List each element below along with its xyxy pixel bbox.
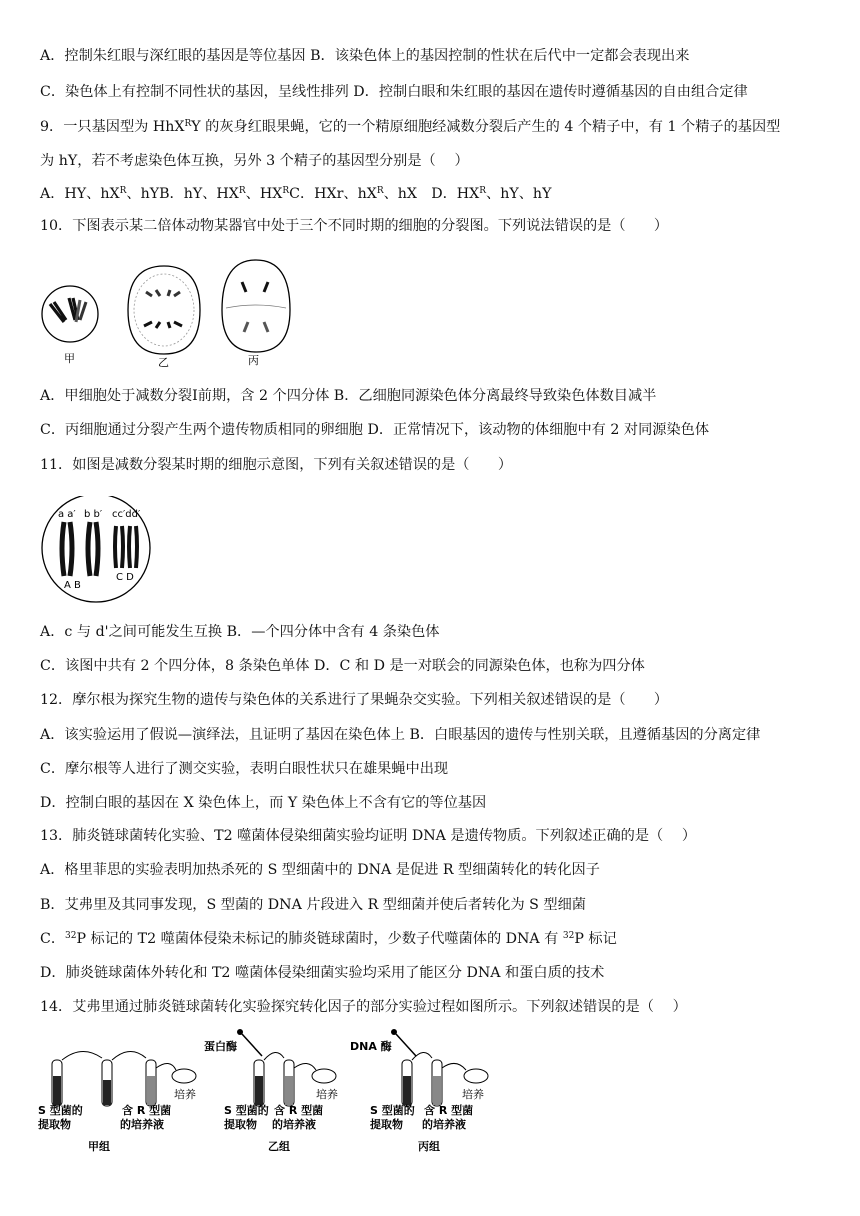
medium-label-2: 的培养液 [120, 1118, 164, 1131]
q10-stem: 10．下图表示某二倍体动物某器官中处于三个不同时期的细胞的分裂图。下列说法错误的是（ ） [40, 218, 669, 234]
label-yi: 乙 [158, 356, 169, 369]
q8-options-cd: C．染色体上有控制不同性状的基因，呈线性排列 D．控制白眼和朱红眼的基因在遗传时遵循基因的自由组合定律 [40, 84, 748, 100]
q13-option-b: B．艾弗里及其同事发现，S 型菌的 DNA 片段进入 R 型细菌并使后者转化为 S 型细菌 [40, 897, 586, 913]
q12-stem: 12．摩尔根为探究生物的遗传与染色体的关系进行了果蝇杂交实验。下列相关叙述错误的是（ ） [40, 692, 669, 708]
extract-label-bing-1: S 型菌的 [370, 1104, 415, 1117]
q10-options-cd: C．丙细胞通过分裂产生两个遗传物质相同的卵细胞 D．正常情况下，该动物的体细胞中有 2 对同源染色体 [40, 422, 710, 438]
medium-label-bing-1: 含 R 型菌 [424, 1104, 474, 1117]
medium-label-1: 含 R 型菌 [122, 1104, 172, 1117]
q12-options-ab: A．该实验运用了假说—演绎法，且证明了基因在染色体上 B．白眼基因的遗传与性别关联，且遵循基因的分离定律 [40, 727, 761, 743]
q9-stem-line1: 9．一只基因型为 HhX$^R$Y 的灰身红眼果蝇，它的一个精原细胞经减数分裂后产生的 4 个精子中，有 1 个精子的基因型 [40, 119, 781, 135]
extract-label-2: 提取物 [38, 1118, 71, 1131]
q11-options-ab: A．c 与 d'之间可能发生互换 B．—个四分体中含有 4 条染色体 [40, 624, 440, 640]
label-cd-bottom: C D [116, 572, 134, 583]
extract-label-yi-2: 提取物 [224, 1118, 257, 1131]
q13-option-c: C．$^{32}$P 标记的 T2 噬菌体侵染未标记的肺炎链球菌时，少数子代噬菌体的 DNA 有 $^{32}$P 标记 [40, 931, 617, 947]
q10-cell-division-figure [36, 252, 296, 370]
q12-option-c: C．摩尔根等人进行了测交实验，表明白眼性状只在雄果蝇中出现 [40, 761, 449, 777]
q9-options: A．HY、$hX^R$、hYB．hY、$HX^R$、$HX^RC$．HXr、$hX^R$、hX D．$HX^R$、hY、hY [40, 186, 552, 202]
label-bing: 丙 [248, 354, 259, 367]
group-jia [38, 1051, 196, 1153]
dnase-label: DNA 酶 [350, 1040, 392, 1053]
cell-jia [42, 286, 98, 342]
extract-label-1: S 型菌的 [38, 1104, 83, 1117]
q8-options-ab: A．控制朱红眼与深红眼的基因是等位基因 B．该染色体上的基因控制的性状在后代中一定都会表现出来 [40, 48, 690, 64]
label-jia: 甲 [64, 352, 75, 365]
group-label-jia: 甲组 [88, 1140, 110, 1153]
q14-experiment-figure [36, 1028, 516, 1158]
extract-label-bing-2: 提取物 [370, 1118, 403, 1131]
cell-yi [128, 266, 200, 354]
culture-label: 培养 [174, 1088, 196, 1101]
q14-stem: 14．艾弗里通过肺炎链球菌转化实验探究转化因子的部分实验过程如图所示。下列叙述错误的是（ ） [40, 999, 687, 1015]
q11-tetrad-figure [38, 496, 158, 606]
q10-options-ab: A．甲细胞处于减数分裂Ⅰ前期，含 2 个四分体 B．乙细胞同源染色体分离最终导致染色体数目减半 [40, 388, 657, 404]
extract-label-yi-1: S 型菌的 [224, 1104, 269, 1117]
culture-label-yi: 培养 [316, 1088, 338, 1101]
q13-option-a: A．格里菲思的实验表明加热杀死的 S 型细菌中的 DNA 是促进 R 型细菌转化的转化因子 [40, 862, 600, 878]
culture-label-bing: 培养 [462, 1088, 484, 1101]
group-label-yi: 乙组 [268, 1140, 290, 1153]
label-b: b b′ [84, 509, 103, 520]
label-a: a a′ [58, 509, 76, 520]
q13-stem: 13．肺炎链球菌转化实验、T2 噬菌体侵染细菌实验均证明 DNA 是遗传物质。下列叙述正确的是（ ） [40, 828, 697, 844]
q11-stem: 11．如图是减数分裂某时期的细胞示意图，下列有关叙述错误的是（ ） [40, 457, 513, 473]
medium-label-yi-1: 含 R 型菌 [274, 1104, 324, 1117]
group-yi [204, 1029, 338, 1153]
q9-stem-line2: 为 hY，若不考虑染色体互换，另外 3 个精子的基因型分别是（ ） [40, 153, 469, 169]
group-bing [350, 1029, 488, 1153]
protease-label: 蛋白酶 [204, 1040, 237, 1053]
q12-option-d: D．控制白眼的基因在 X 染色体上，而 Y 染色体上不含有它的等位基因 [40, 795, 487, 811]
group-label-bing: 丙组 [418, 1140, 440, 1153]
cell-bing [222, 260, 290, 352]
medium-label-bing-2: 的培养液 [422, 1118, 466, 1131]
medium-label-yi-2: 的培养液 [272, 1118, 316, 1131]
label-cd-top: cc′dd′ [112, 509, 141, 520]
q13-option-d: D．肺炎链球菌体外转化和 T2 噬菌体侵染细菌实验均采用了能区分 DNA 和蛋白质的技术 [40, 965, 605, 981]
q11-options-cd: C．该图中共有 2 个四分体，8 条染色单体 D．C 和 D 是一对联会的同源染色体，也称为四分体 [40, 658, 645, 674]
label-ab-bottom: A B [64, 580, 81, 591]
